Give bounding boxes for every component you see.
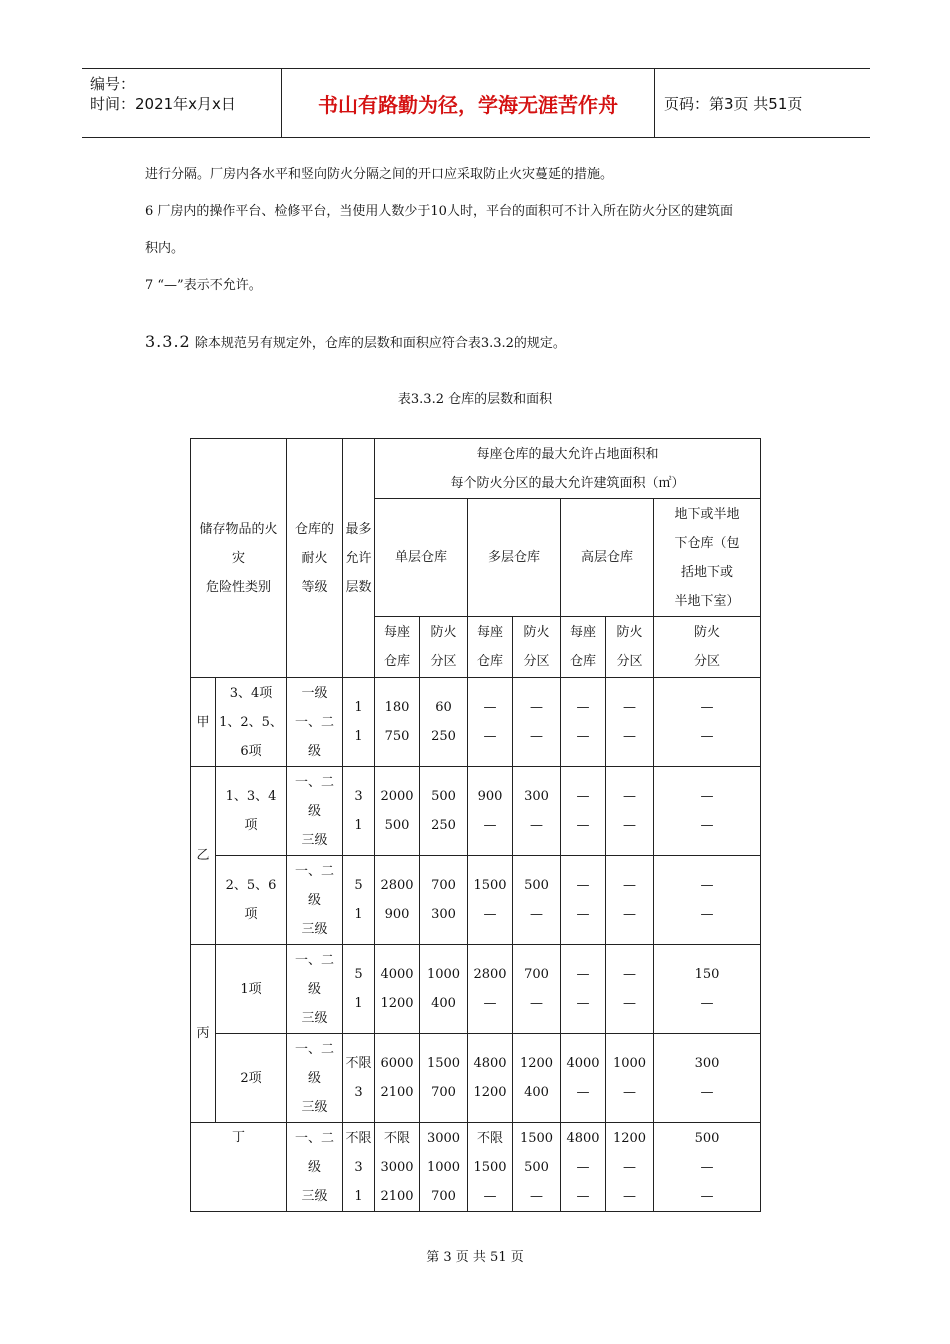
value-cell: 1000 — bbox=[606, 1034, 654, 1123]
grade-cell: 一级 一、二 级 bbox=[287, 678, 343, 767]
header-area: 每座仓库的最大允许占地面积和 每个防火分区的最大允许建筑面积（㎡） bbox=[375, 439, 761, 499]
value-cell: — — bbox=[468, 678, 513, 767]
value-cell: 150 — bbox=[654, 945, 761, 1034]
table-row bbox=[191, 856, 761, 945]
grade-cell: 一、二 级 三级 bbox=[287, 856, 343, 945]
item-cell: 3、4项 1、2、5、 6项 bbox=[216, 678, 287, 767]
header-page-code: 页码：第3页 共51页 bbox=[664, 94, 803, 113]
value-cell: 1500 — bbox=[468, 856, 513, 945]
header-high-rise: 高层仓库 bbox=[561, 499, 654, 617]
section-heading bbox=[145, 332, 566, 351]
section-number: 3.3.2 bbox=[145, 332, 191, 351]
value-cell: 900 — bbox=[468, 767, 513, 856]
page-header bbox=[82, 68, 870, 138]
paragraph: 7 “—”表示不允许。 bbox=[145, 278, 262, 293]
header-meta bbox=[82, 69, 281, 137]
header-per-warehouse: 每座 仓库 bbox=[468, 617, 513, 678]
header-max-floors: 最多 允许 层数 bbox=[343, 439, 375, 678]
value-cell: — — bbox=[654, 767, 761, 856]
serial-label: 编号： bbox=[90, 75, 136, 93]
date-line: 时间：2021年x月x日 bbox=[90, 95, 236, 113]
grade-cell: 一、二 级 三级 bbox=[287, 767, 343, 856]
table-row bbox=[191, 1123, 761, 1212]
value-cell: 6000 2100 bbox=[375, 1034, 420, 1123]
value-cell: — — bbox=[606, 767, 654, 856]
value-cell: — — bbox=[606, 856, 654, 945]
value-cell: 300 — bbox=[513, 767, 561, 856]
header-fire-zone: 防火 分区 bbox=[606, 617, 654, 678]
value-cell: 不限 3000 2100 bbox=[375, 1123, 420, 1212]
value-cell: — — bbox=[561, 767, 606, 856]
header-single-storey: 单层仓库 bbox=[375, 499, 468, 617]
header-underground: 地下或半地 下仓库（包 括地下或 半地下室） bbox=[654, 499, 761, 617]
header-motto: 书山有路勤为径，学海无涯苦作舟 bbox=[281, 69, 655, 137]
item-cell: 2、5、6 项 bbox=[216, 856, 287, 945]
warehouse-area-table bbox=[190, 438, 761, 1212]
item-cell: 2项 bbox=[216, 1034, 287, 1123]
value-cell: — — bbox=[513, 678, 561, 767]
table-caption: 表3.3.2 仓库的层数和面积 bbox=[397, 392, 553, 407]
value-cell: 700 — bbox=[513, 945, 561, 1034]
grade-cell: 一、二 级 三级 bbox=[287, 1123, 343, 1212]
value-cell: — — bbox=[606, 945, 654, 1034]
header-multi-storey: 多层仓库 bbox=[468, 499, 561, 617]
floors-cell: 3 1 bbox=[343, 767, 375, 856]
value-cell: 1200 — — bbox=[606, 1123, 654, 1212]
category-bing: 丙 bbox=[191, 945, 216, 1123]
value-cell: 4800 1200 bbox=[468, 1034, 513, 1123]
value-cell: 3000 1000 700 bbox=[420, 1123, 468, 1212]
value-cell: 1500 500 — bbox=[513, 1123, 561, 1212]
table-row bbox=[191, 767, 761, 856]
value-cell: 1000 400 bbox=[420, 945, 468, 1034]
value-cell: 4000 1200 bbox=[375, 945, 420, 1034]
section-text: 除本规范另有规定外，仓库的层数和面积应符合表3.3.2的规定。 bbox=[194, 336, 566, 351]
value-cell: 60 250 bbox=[420, 678, 468, 767]
value-cell: 2800 — bbox=[468, 945, 513, 1034]
grade-cell: 一、二 级 三级 bbox=[287, 945, 343, 1034]
table-row bbox=[191, 945, 761, 1034]
page-footer: 第 3 页 共 51 页 bbox=[426, 1250, 524, 1265]
header-fire-zone: 防火 分区 bbox=[513, 617, 561, 678]
value-cell: 1200 400 bbox=[513, 1034, 561, 1123]
value-cell: 300 — bbox=[654, 1034, 761, 1123]
header-fire-zone: 防火 分区 bbox=[654, 617, 761, 678]
value-cell: 4800 — — bbox=[561, 1123, 606, 1212]
value-cell: 1500 700 bbox=[420, 1034, 468, 1123]
category-jia: 甲 bbox=[191, 678, 216, 767]
value-cell: — — bbox=[561, 678, 606, 767]
value-cell: 700 300 bbox=[420, 856, 468, 945]
floors-cell: 不限 3 1 bbox=[343, 1123, 375, 1212]
paragraph: 进行分隔。厂房内各水平和竖向防火分隔之间的开口应采取防止火灾蔓延的措施。 bbox=[145, 167, 614, 182]
value-cell: 不限 1500 — bbox=[468, 1123, 513, 1212]
paragraph: 积内。 bbox=[145, 241, 185, 256]
floors-cell: 1 1 bbox=[343, 678, 375, 767]
value-cell: 2800 900 bbox=[375, 856, 420, 945]
value-cell: — — bbox=[561, 945, 606, 1034]
value-cell: — — bbox=[606, 678, 654, 767]
header-hazard-category: 储存物品的火 灾 危险性类别 bbox=[191, 439, 287, 678]
header-fire-grade: 仓库的 耐火 等级 bbox=[287, 439, 343, 678]
value-cell: 500 — bbox=[513, 856, 561, 945]
value-cell: — — bbox=[654, 678, 761, 767]
floors-cell: 5 1 bbox=[343, 945, 375, 1034]
value-cell: 2000 500 bbox=[375, 767, 420, 856]
value-cell: — — bbox=[561, 856, 606, 945]
value-cell: 4000 — bbox=[561, 1034, 606, 1123]
floors-cell: 5 1 bbox=[343, 856, 375, 945]
floors-cell: 不限 3 bbox=[343, 1034, 375, 1123]
item-cell: 1项 bbox=[216, 945, 287, 1034]
table-row bbox=[191, 1034, 761, 1123]
value-cell: 500 — — bbox=[654, 1123, 761, 1212]
value-cell: — — bbox=[654, 856, 761, 945]
item-cell: 1、3、4 项 bbox=[216, 767, 287, 856]
category-yi: 乙 bbox=[191, 767, 216, 945]
header-fire-zone: 防火 分区 bbox=[420, 617, 468, 678]
value-cell: 500 250 bbox=[420, 767, 468, 856]
paragraph: 6 厂房内的操作平台、检修平台，当使用人数少于10人时，平台的面积可不计入所在防火分区的建筑面 bbox=[145, 204, 733, 219]
header-per-warehouse: 每座 仓库 bbox=[561, 617, 606, 678]
category-ding: 丁 bbox=[191, 1123, 287, 1212]
header-per-warehouse: 每座 仓库 bbox=[375, 617, 420, 678]
grade-cell: 一、二 级 三级 bbox=[287, 1034, 343, 1123]
value-cell: 180 750 bbox=[375, 678, 420, 767]
table-row bbox=[191, 678, 761, 767]
